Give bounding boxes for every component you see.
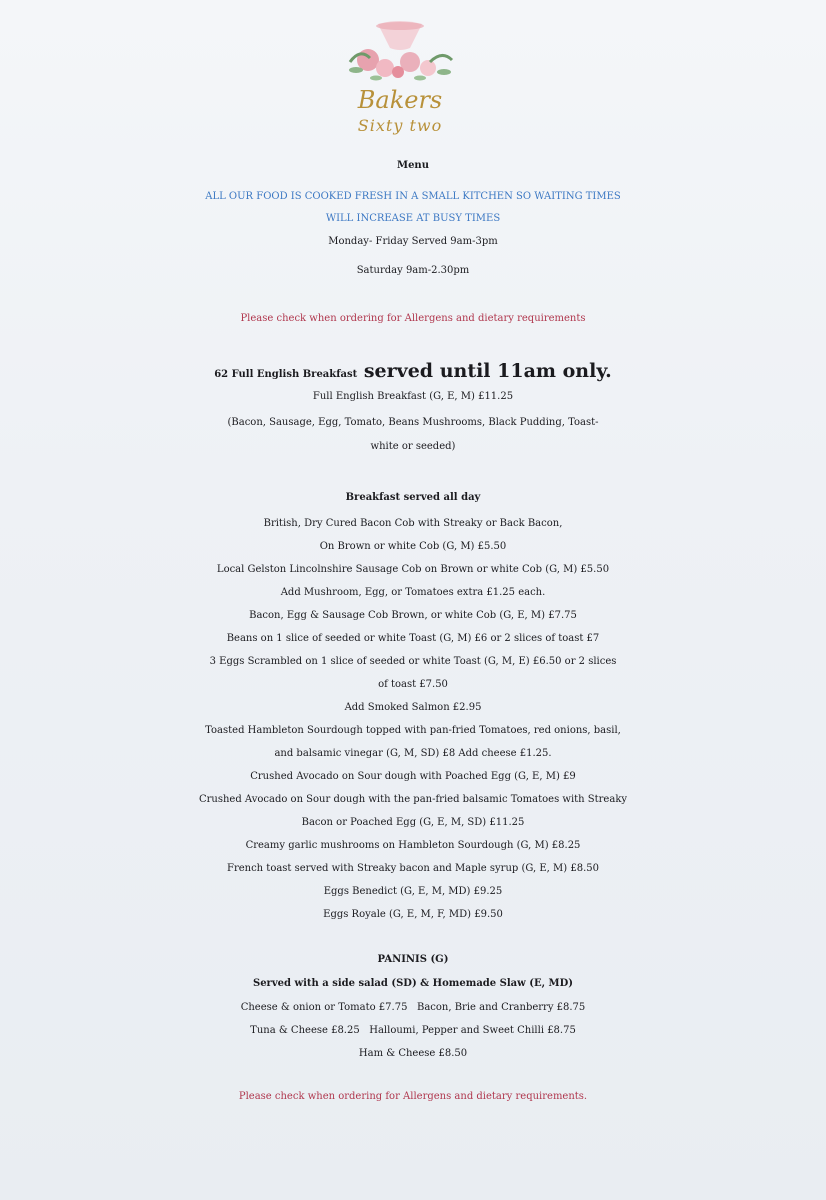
panini-row: Tuna & Cheese £8.25 Halloumi, Pepper and Sweet Chilli £8.75: [250, 1025, 576, 1036]
full-english-title: 62 Full English Breakfast: [214, 369, 358, 380]
menu-line: Add Smoked Salmon £2.95: [344, 702, 482, 713]
page-title: Menu: [397, 160, 429, 171]
menu-line: Bacon or Poached Egg (G, E, M, SD) £11.25: [301, 817, 525, 828]
menu-line: Beans on 1 slice of seeded or white Toast (G, M) £6 or 2 slices of toast £7: [226, 633, 600, 644]
menu-line: of toast £7.50: [378, 679, 448, 690]
allergen-note: Please check when ordering for Allergens and dietary requirements: [240, 313, 586, 324]
menu-line: and balsamic vinegar (G, M, SD) £8 Add cheese £1.25.: [274, 748, 552, 759]
weekday-hours: Monday- Friday Served 9am-3pm: [328, 236, 498, 247]
menu-line: Add Mushroom, Egg, or Tomatoes extra £1.25 each.: [280, 587, 546, 598]
menu-line: On Brown or white Cob (G, M) £5.50: [319, 541, 507, 552]
kitchen-notice-line-1: ALL OUR FOOD IS COOKED FRESH IN A SMALL KITCHEN SO WAITING TIMES: [205, 191, 621, 202]
logo-text-bakers: Bakers: [357, 86, 443, 114]
full-english-desc-line-2: white or seeded): [370, 441, 456, 452]
full-english-heading: [0, 360, 826, 382]
bakers-logo: [340, 18, 460, 143]
menu-line: Local Gelston Lincolnshire Sausage Cob on Brown or white Cob (G, M) £5.50: [216, 564, 610, 575]
menu-line: Toasted Hambleton Sourdough topped with pan-fried Tomatoes, red onions, basil,: [205, 725, 621, 736]
full-english-desc-line-1: (Bacon, Sausage, Egg, Tomato, Beans Mushrooms, Black Pudding, Toast-: [227, 417, 599, 428]
menu-line: Crushed Avocado on Sour dough with the pan-fried balsamic Tomatoes with Streaky: [198, 794, 628, 805]
full-english-item: Full English Breakfast (G, E, M) £11.25: [312, 391, 514, 402]
paninis-subheading: Served with a side salad (SD) & Homemade Slaw (E, MD): [252, 978, 574, 989]
full-english-time-note: served until 11am only.: [357, 360, 612, 382]
menu-line: Eggs Royale (G, E, M, F, MD) £9.50: [323, 909, 503, 920]
footer-allergen-note: Please check when ordering for Allergens and dietary requirements.: [238, 1091, 588, 1102]
panini-row: Cheese & onion or Tomato £7.75 Bacon, Brie and Cranberry £8.75: [240, 1002, 586, 1013]
logo-text-sixtytwo: Sixty two: [357, 116, 443, 135]
kitchen-notice-line-2: WILL INCREASE AT BUSY TIMES: [325, 213, 501, 224]
menu-line: Creamy garlic mushrooms on Hambleton Sourdough (G, M) £8.25: [245, 840, 581, 851]
menu-line: Eggs Benedict (G, E, M, MD) £9.25: [323, 886, 503, 897]
paninis-heading: PANINIS (G): [377, 954, 449, 965]
menu-line: 3 Eggs Scrambled on 1 slice of seeded or white Toast (G, M, E) £6.50 or 2 slices: [209, 656, 617, 667]
all-day-heading: Breakfast served all day: [345, 492, 481, 503]
menu-line: French toast served with Streaky bacon and Maple syrup (G, E, M) £8.50: [227, 863, 599, 874]
panini-row: Ham & Cheese £8.50: [358, 1048, 468, 1059]
menu-line: Bacon, Egg & Sausage Cob Brown, or white Cob (G, E, M) £7.75: [249, 610, 577, 621]
menu-line: Crushed Avocado on Sour dough with Poached Egg (G, E, M) £9: [250, 771, 576, 782]
saturday-hours: Saturday 9am-2.30pm: [356, 265, 470, 276]
menu-line: British, Dry Cured Bacon Cob with Streaky or Back Bacon,: [263, 518, 563, 529]
